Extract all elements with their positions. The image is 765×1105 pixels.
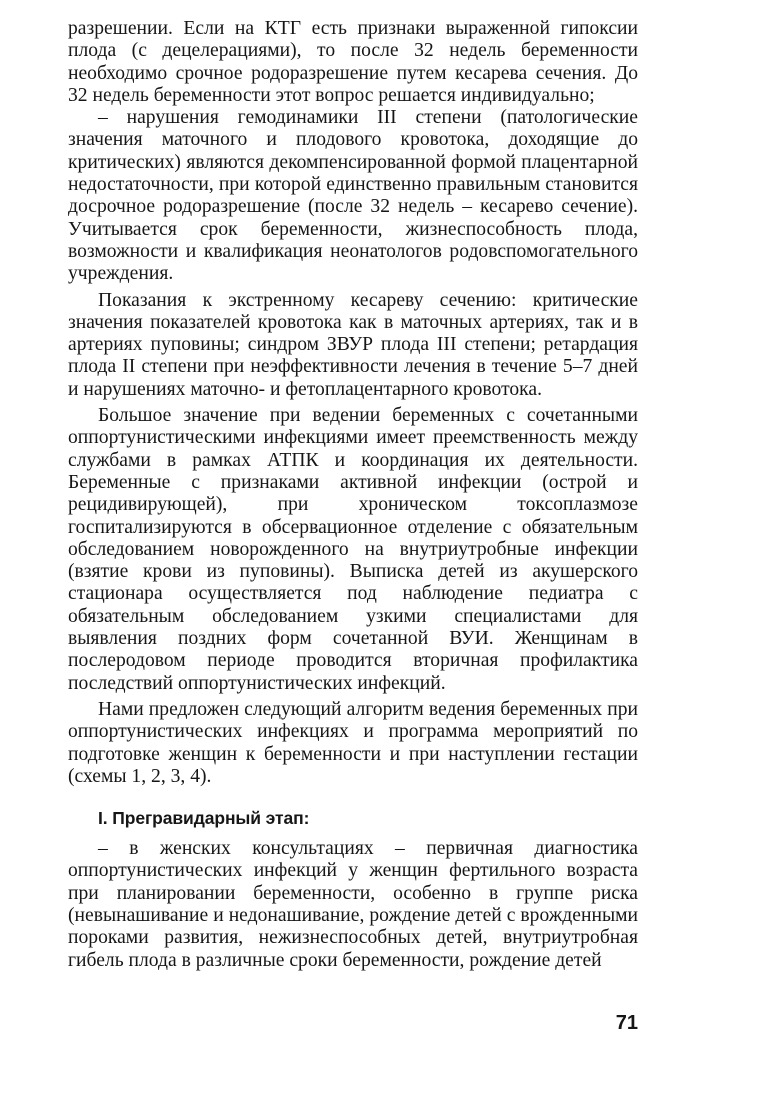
paragraph-hemodynamics: – нарушения гемодинамики III степени (патологические значения маточного и плодового кровотока, доходящие до критических) являются декомпенсированной формой плацентарной недостаточности, при которой единственно правильным становится досрочное родоразрешение (после 32 недель – кесарево сечение). Учитывается срок беременности, жизнеспособность плода, возможности и квалификация неонатологов родовспомогательного учреждения. [68, 107, 638, 285]
paragraph-pregravid-stage: – в женских консультациях – первичная диагностика оппортунистических инфекций у женщин фертильного возраста при планировании беременности, особенно в группе риска (невынашивание и недонашивание, рождение детей с врожденными пороками развития, нежизнеспособных детей, внутриутробная гибель плода в различные сроки беременности, рождение детей [68, 838, 638, 971]
paragraph-opportunistic-infections: Большое значение при ведении беременных с сочетанными оппортунистическими инфекциями имеет преемственность между службами в рамках АТПК и координация их деятельности. Беременные с признаками активной инфекции (острой и рецидивирующей), при хроническом токсоплазмозе госпитализируются в обсервационное отделение с обязательным обследованием новорожденного на внутриутробные инфекции (взятие крови из пуповины). Выписка детей из акушерского стационара осуществляется под наблюдение педиатра с обязательным обследованием узкими специалистами для выявления поздних форм сочетанной ВУИ. Женщинам в послеродовом периоде проводится вторичная профилактика последствий оппортунистических инфекций. [68, 405, 638, 694]
paragraph-indications: Показания к экстренному кесареву сечению: критические значения показателей кровотока как в маточных артериях, так и в артериях пуповины; синдром ЗВУР плода III степени; ретардация плода II степени при неэффективности лечения в течение 5–7 дней и нарушениях маточно- и фетоплацентарного кровотока. [68, 289, 638, 400]
paragraph-algorithm: Нами предложен следующий алгоритм ведения беременных при оппортунистических инфекциях и программа мероприятий по подготовке женщин к беременности и при наступлении гестации (схемы 1, 2, 3, 4). [68, 698, 638, 787]
paragraph-continuation: разрешении. Если на КТГ есть признаки выраженной гипоксии плода (с децелерациями), то после 32 недель беременности необходимо срочное родоразрешение путем кесарева сечения. До 32 недель беременности этот вопрос решается индивидуально; [68, 18, 638, 106]
section-heading: I. Прегравидарный этап: [98, 808, 310, 829]
body-text [68, 18, 638, 972]
page-number: 71 [615, 1012, 638, 1034]
